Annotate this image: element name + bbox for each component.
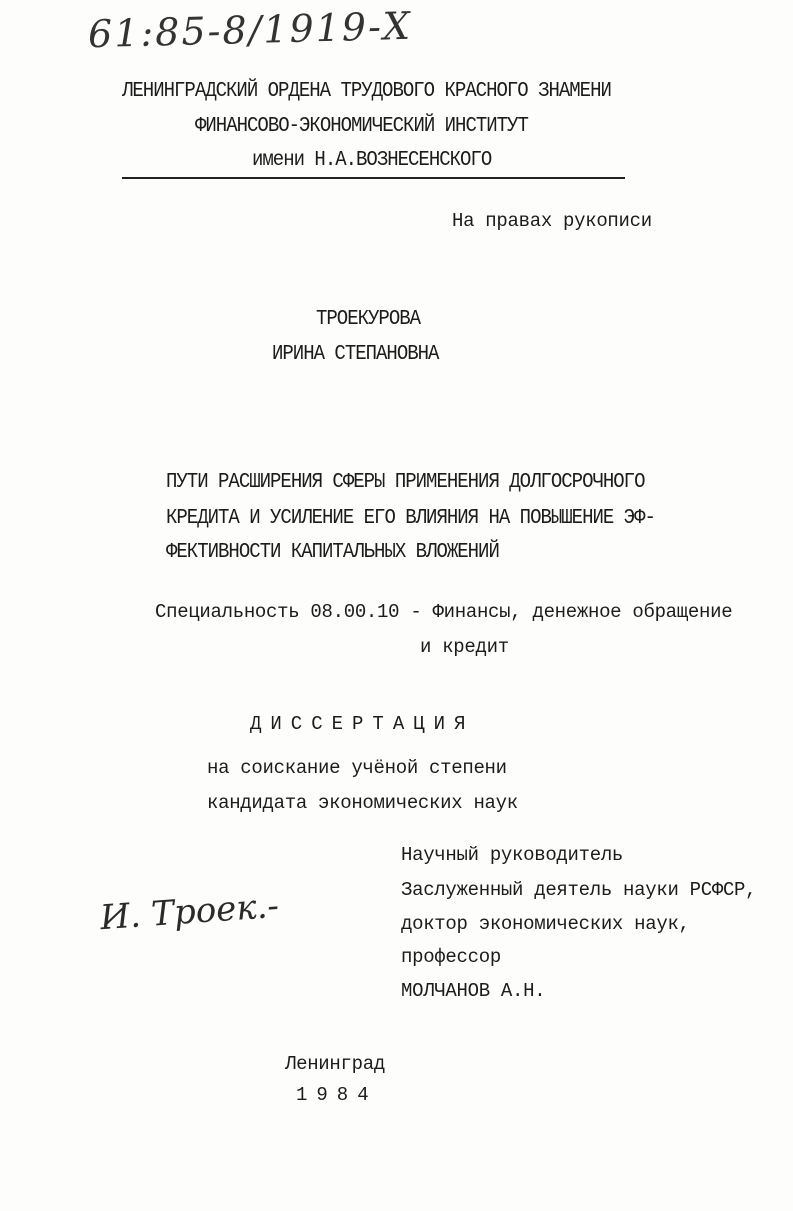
degree-line-1: на соискание учёной степени bbox=[207, 757, 507, 779]
rights-note: На правах рукописи bbox=[452, 210, 652, 232]
publication-year: 1984 bbox=[296, 1084, 378, 1106]
specialty-line-2: и кредит bbox=[420, 636, 509, 658]
title-line-3: ФЕКТИВНОСТИ КАПИТАЛЬНЫХ ВЛОЖЕНИЙ bbox=[166, 539, 499, 564]
degree-line-2: кандидата экономических наук bbox=[207, 792, 518, 814]
archive-number-handwritten: 61:85-8/1919-Х bbox=[87, 3, 413, 57]
author-signature: И. Троек.- bbox=[98, 885, 281, 939]
supervisor-line-3: доктор экономических наук, bbox=[401, 913, 690, 935]
work-type-heading: ДИССЕРТАЦИЯ bbox=[250, 713, 475, 735]
publication-place: Ленинград bbox=[285, 1053, 385, 1075]
header-divider bbox=[122, 177, 625, 179]
supervisor-line-2: Заслуженный деятель науки РСФСР, bbox=[401, 879, 757, 901]
title-line-1: ПУТИ РАСШИРЕНИЯ СФЕРЫ ПРИМЕНЕНИЯ ДОЛГОСРОЧНОГО bbox=[166, 469, 645, 494]
author-given-names: ИРИНА СТЕПАНОВНА bbox=[272, 341, 439, 366]
supervisor-name: МОЛЧАНОВ А.Н. bbox=[401, 980, 546, 1002]
specialty-line-1: Специальность 08.00.10 - Финансы, денежное обращение bbox=[155, 601, 733, 623]
institution-line-3: имени Н.А.ВОЗНЕСЕНСКОГО bbox=[252, 147, 492, 172]
institution-line-2: ФИНАНСОВО-ЭКОНОМИЧЕСКИЙ ИНСТИТУТ bbox=[195, 113, 528, 138]
supervisor-line-1: Научный руководитель bbox=[401, 844, 624, 866]
title-line-2: КРЕДИТА И УСИЛЕНИЕ ЕГО ВЛИЯНИЯ НА ПОВЫШЕНИЕ ЭФ- bbox=[166, 505, 655, 530]
supervisor-line-4: профессор bbox=[401, 946, 501, 968]
author-surname: ТРОЕКУРОВА bbox=[316, 306, 421, 331]
institution-line-1: ЛЕНИНГРАДСКИЙ ОРДЕНА ТРУДОВОГО КРАСНОГО ЗНАМЕНИ bbox=[122, 78, 611, 103]
